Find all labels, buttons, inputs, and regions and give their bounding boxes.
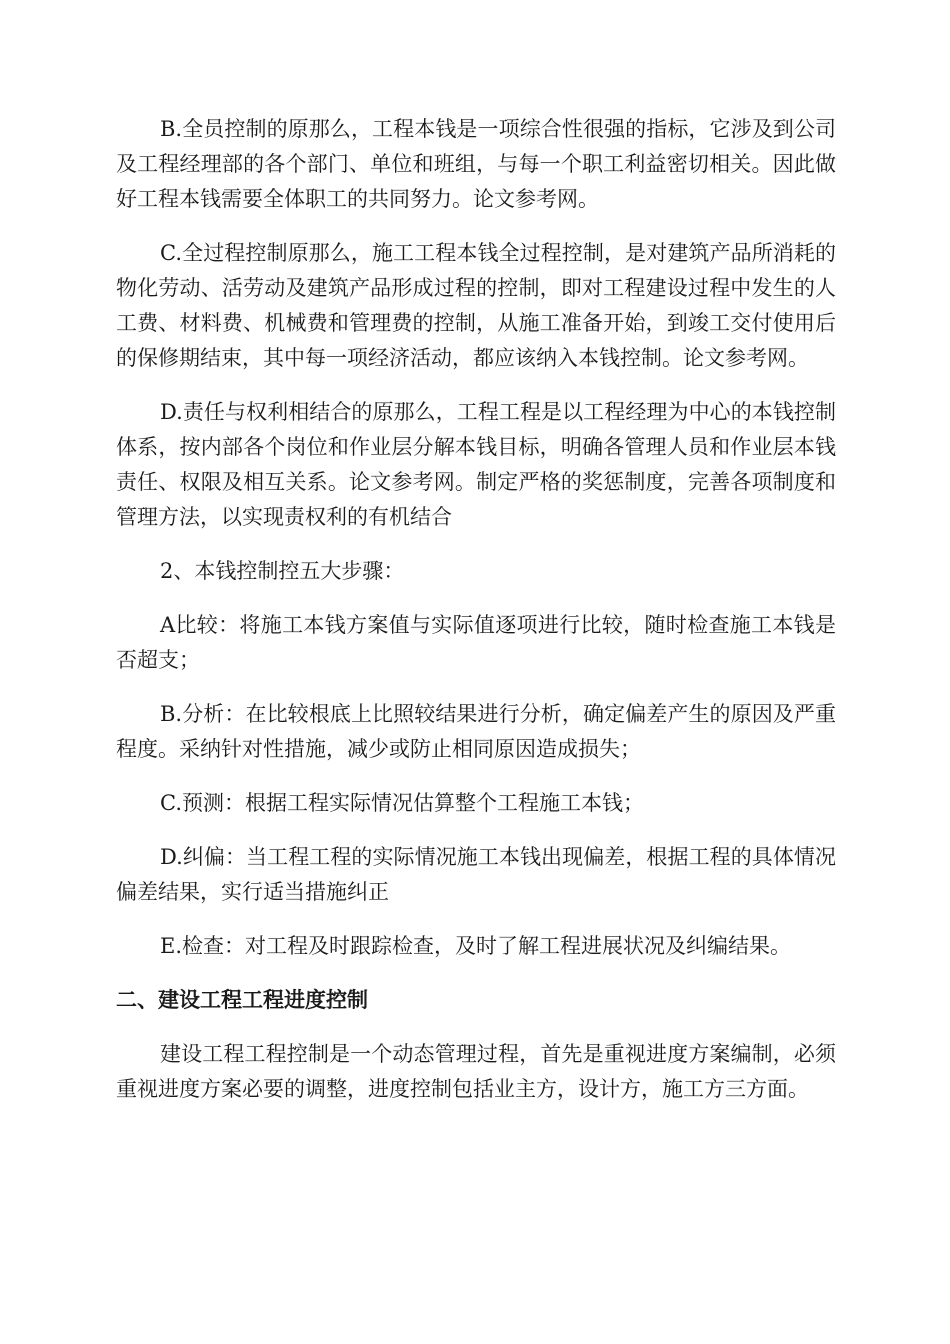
paragraph-full-participation: B.全员控制的原那么，工程本钱是一项综合性很强的指标，它涉及到公司及工程经理部的各个部门、单位和班组，与每一个职工利益密切相关。因此做好工程本钱需要全体职工的共同努力。论文参考网。 <box>116 117 836 211</box>
paragraph-step-correct: D.纠偏：当工程工程的实际情况施工本钱出现偏差，根据工程的具体情况偏差结果，实行适当措施纠正 <box>116 845 836 904</box>
paragraph-step-check: E.检查：对工程及时跟踪检查，及时了解工程进展状况及纠编结果。 <box>160 934 792 958</box>
document-page <box>116 112 836 1126</box>
paragraph-step-predict: C.预测：根据工程实际情况估算整个工程施工本钱； <box>160 791 644 815</box>
paragraph-step-analyze: B.分析：在比较根底上比照较结果进行分析，确定偏差产生的原因及严重程度。采纳针对性措施，减少或防止相同原因造成损失； <box>116 702 836 761</box>
paragraph-responsibility-rights: D.责任与权利相结合的原那么，工程工程是以工程经理为中心的本钱控制体系，按内部各个岗位和作业层分解本钱目标，明确各管理人员和作业层本钱责任、权限及相互关系。论文参考网。制定严格的奖惩制度，完善各项制度和管理方法，以实现责权利的有机结合 <box>116 400 836 529</box>
paragraph-progress-control: 建设工程工程控制是一个动态管理过程，首先是重视进度方案编制，必须重视进度方案必要的调整，进度控制包括业主方，设计方，施工方三方面。 <box>116 1042 836 1101</box>
paragraph-five-steps-title: 2、本钱控制控五大步骤： <box>160 559 405 583</box>
paragraph-whole-process: C.全过程控制原那么，施工工程本钱全过程控制，是对建筑产品所消耗的物化劳动、活劳动及建筑产品形成过程的控制，即对工程建设过程中发生的人工费、材料费、机械费和管理费的控制，从施工准备开始，到竣工交付使用后的保修期结束，其中每一项经济活动，都应该纳入本钱控制。论文参考网。 <box>116 241 836 370</box>
paragraph-step-compare: A比较：将施工本钱方案值与实际值逐项进行比较，随时检查施工本钱是否超支； <box>116 613 836 672</box>
section-heading: 二、建设工程工程进度控制 <box>116 988 368 1012</box>
